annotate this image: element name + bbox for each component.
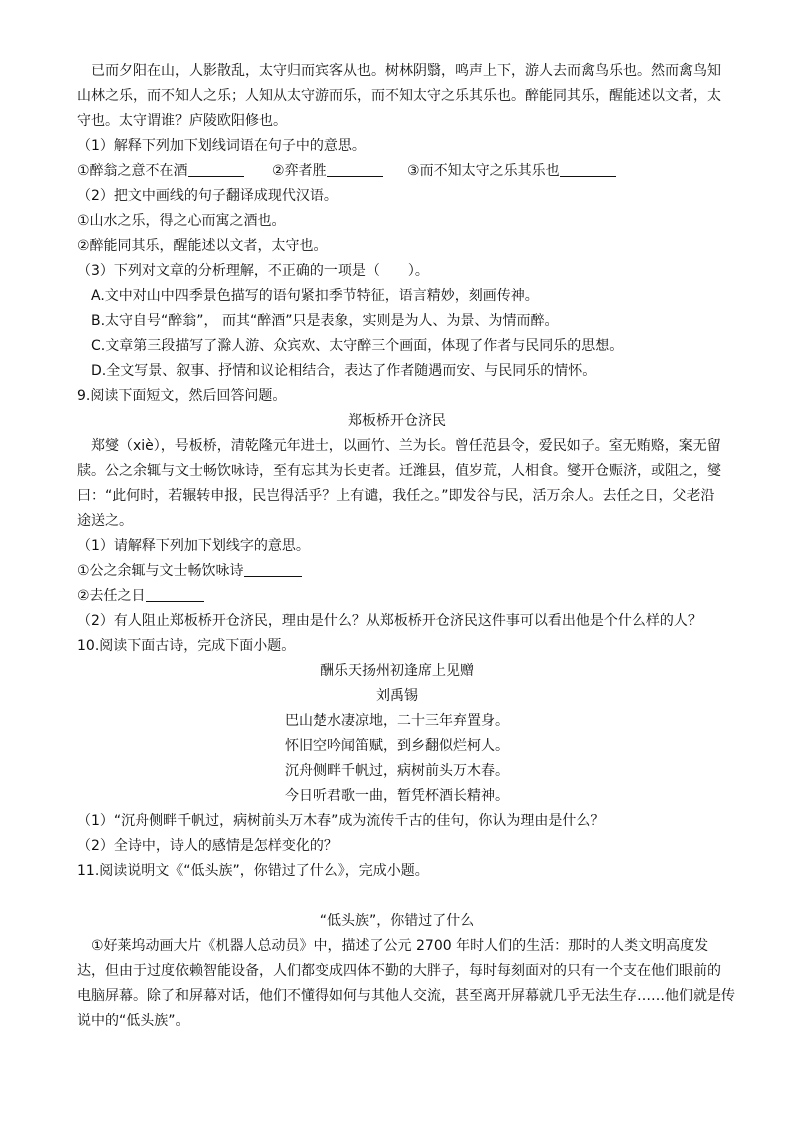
poem-line: 今日听君歌一曲，暂凭杯酒长精神。 — [285, 788, 509, 804]
q11-passage-line: 说中的“低头族”。 — [77, 1013, 190, 1029]
q10-poem-author: 刘禹锡 — [376, 688, 418, 704]
q9-item-1-row — [77, 562, 302, 580]
q9-passage-line: 曰：“此何时，若辗转申报，民岂得活乎？上有谴，我任之。”即发谷与民，活万余人。去任之日，父老沿 — [77, 488, 715, 504]
option-d: D.全文写景、叙事、抒情和议论相结合，表达了作者随遇而安、与民同乐的情怀。 — [91, 363, 597, 379]
q9-passage-line: 牍。公之余辄与文士畅饮咏诗，至有忘其为长吏者。迁潍县，值岁荒，人相食。燮开仓赈济，或阻之，燮 — [77, 463, 721, 479]
poem-line: 巴山楚水凄凉地，二十三年弃置身。 — [285, 713, 509, 729]
passage-line: 已而夕阳在山，人影散乱，太守归而宾客从也。树林阴翳，鸣声上下，游人去而禽鸟乐也。然而禽鸟知 — [91, 63, 721, 79]
q9-item-2-row — [77, 587, 204, 605]
q8-item-2: ②弈者胜 — [272, 163, 327, 179]
q10-poem-title: 酬乐天扬州初逢席上见赠 — [320, 663, 474, 679]
q10-sub1: （1）“沉舟侧畔千帆过，病树前头万木春”成为流传千古的佳句，你认为理由是什么？ — [77, 813, 605, 829]
q9-title: 郑板桥开仓济民 — [348, 413, 446, 429]
q11-heading: 11.阅读说明文《“低头族”，你错过了什么》，完成小题。 — [77, 863, 429, 879]
q10-sub2: （2）全诗中，诗人的感情是怎样变化的？ — [77, 838, 338, 854]
q9-passage-line: 途送之。 — [77, 513, 133, 529]
q8-trans1: ①山水之乐，得之心而寓之酒也。 — [77, 213, 286, 229]
passage-line: 守也。太守谓谁？庐陵欧阳修也。 — [77, 113, 287, 129]
answer-blank[interactable] — [327, 162, 383, 177]
option-c: C.文章第三段描写了滁人游、众宾欢、太守醉三个画面，体现了作者与民同乐的思想。 — [91, 338, 624, 354]
q9-item-1: ①公之余辄与文士畅饮咏诗 — [77, 563, 244, 579]
q9-passage-line: 郑燮（xiè），号板桥，清乾隆元年进士，以画竹、兰为长。曾任范县令，爱民如子。室无贿赂，案无留 — [91, 438, 721, 454]
q8-items — [77, 162, 616, 180]
answer-blank[interactable] — [188, 162, 244, 177]
q11-passage-line: ①好莱坞动画大片《机器人总动员》中，描述了公元 2700 年时人们的生活：那时的人类文明高度发 — [91, 938, 709, 954]
q9-item-2: ②去任之日 — [77, 588, 146, 604]
option-a: A.文中对山中四季景色描写的语句紧扣季节特征，语言精妙，刻画传神。 — [91, 288, 539, 304]
q8-sub2: （2）把文中画线的句子翻译成现代汉语。 — [77, 188, 338, 204]
q8-sub1: （1）解释下列加下划线词语在句子中的意思。 — [77, 138, 366, 154]
q9-heading: 9.阅读下面短文，然后回答问题。 — [77, 388, 287, 404]
poem-line: 怀旧空吟闻笛赋，到乡翻似烂柯人。 — [285, 738, 509, 754]
answer-blank[interactable] — [560, 162, 616, 177]
q9-sub1: （1）请解释下列加下划线字的意思。 — [77, 538, 310, 554]
option-b: B.太守自号“醉翁”， 而其“醉酒”只是表象，实则是为人、为景、为情而醉。 — [91, 313, 559, 329]
q11-passage-line: 达，但由于过度依赖智能设备，人们都变成四体不勤的大胖子，每时每刻面对的只有一个支在他们眼前的 — [77, 963, 721, 979]
q11-passage-line: 电脑屏幕。除了和屏幕对话，他们不懂得如何与其他人交流，甚至离开屏幕就几乎无法生存……他们就是传 — [77, 988, 735, 1004]
q10-heading: 10.阅读下面古诗，完成下面小题。 — [77, 638, 296, 654]
poem-line: 沉舟侧畔千帆过，病树前头万木春。 — [285, 763, 509, 779]
q8-item-1: ①醉翁之意不在酒 — [77, 163, 188, 179]
q9-sub2: （2）有人阻止郑板桥开仓济民，理由是什么？从郑板桥开仓济民这件事可以看出他是个什么样的人？ — [77, 613, 702, 629]
answer-blank[interactable] — [244, 562, 302, 577]
passage-line: 山林之乐，而不知人之乐；人知从太守游而乐，而不知太守之乐其乐也。醉能同其乐，醒能述以文者，太 — [77, 88, 721, 104]
q8-sub3: （3）下列对文章的分析理解，不正确的一项是（ ）。 — [77, 263, 429, 279]
q11-title: “低头族”，你错过了什么 — [319, 913, 475, 929]
q8-item-3: ③而不知太守之乐其乐也 — [407, 163, 560, 179]
answer-blank[interactable] — [146, 587, 204, 602]
q8-trans2: ②醉能同其乐，醒能述以文者，太守也。 — [77, 238, 328, 254]
